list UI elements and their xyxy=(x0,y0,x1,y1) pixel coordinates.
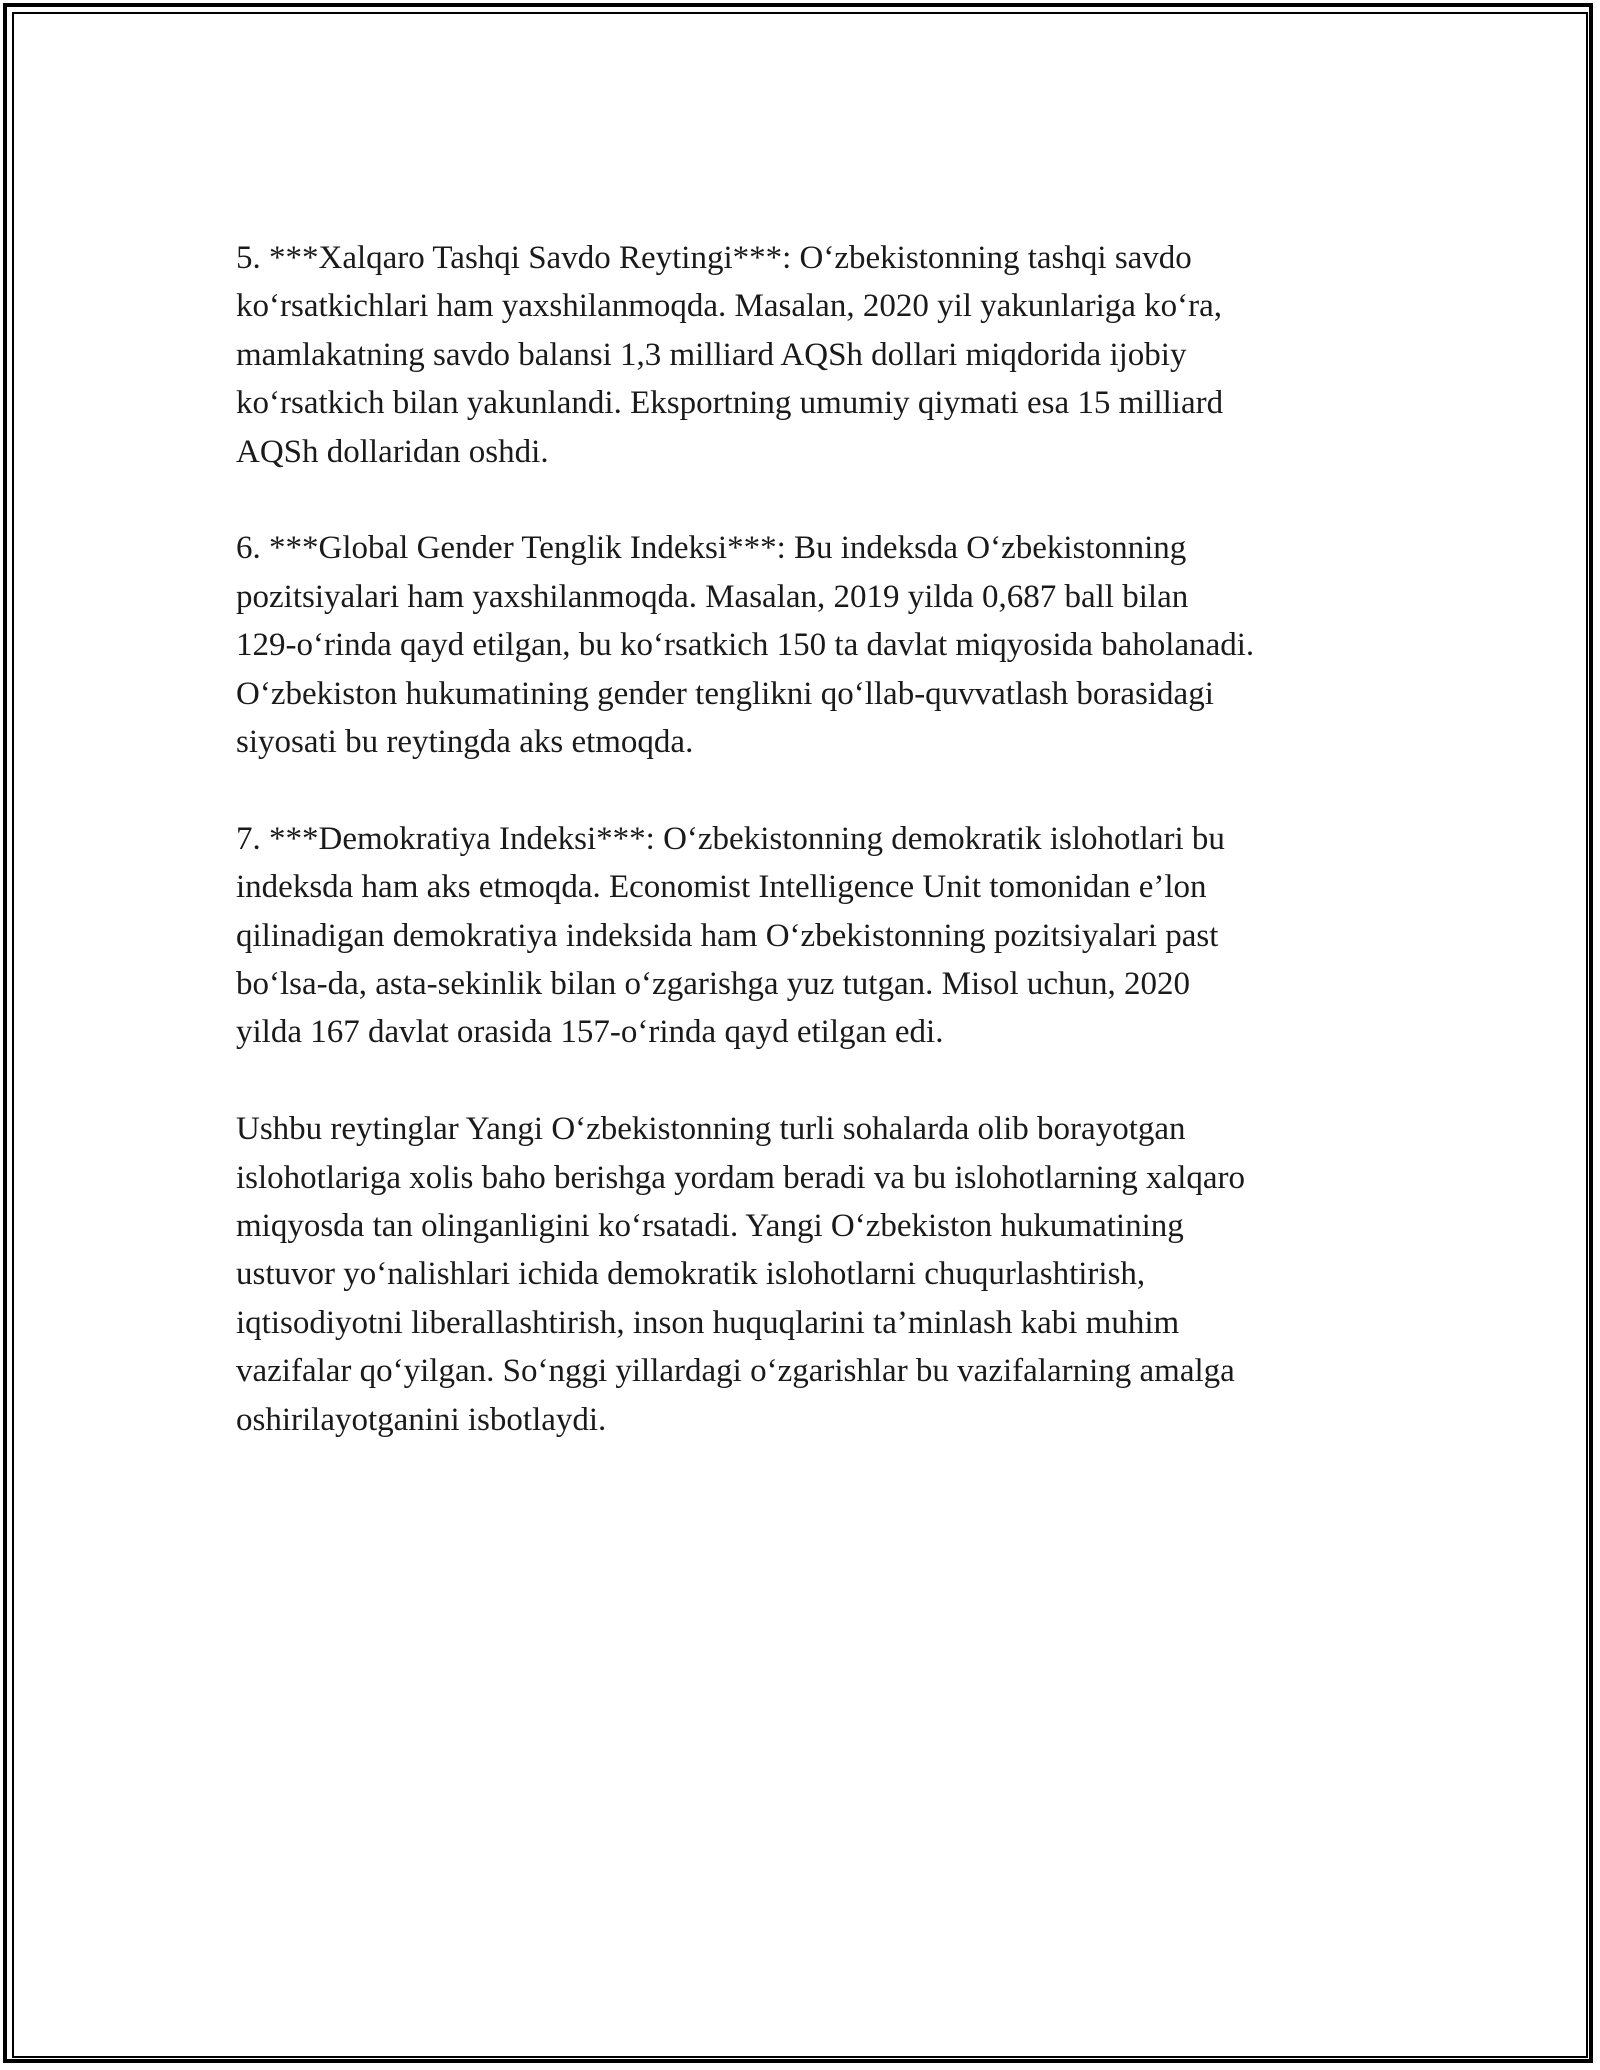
paragraph-conclusion: Ushbu reytinglar Yangi O‘zbekistonning turli sohalarda olib borayotgan islohotlariga xolis baho berishga yordam beradi va bu islohotlarning xalqaro miqyosda tan olinganligini ko‘rsatadi. Yangi O‘zbekiston hukumatining ustuvor yo‘nalishlari ichida demokratik islohotlarni chuqurlashtirish, iqtisodiyotni liberallashtirish, inson huquqlarini ta’minlash kabi muhim vazifalar qo‘yilgan. So‘nggi yillardagi o‘zgarishlar bu vazifalarning amalga oshirilayotganini isbotlaydi. xyxy=(236,1111,1246,1438)
paragraph-trade-rating: 5. ***Xalqaro Tashqi Savdo Reytingi***: O‘zbekistonning tashqi savdo ko‘rsatkichlari ham yaxshilanmoqda. Masalan, 2020 yil yakunlariga ko‘ra, mamlakatning savdo balansi 1,3 milliard AQSh dollari miqdorida ijobiy ko‘rsatkich bilan yakunlandi. Eksportning umumiy qiymati esa 15 milliard AQSh dollaridan oshdi. xyxy=(236,240,1224,470)
paragraph-democracy-index: 7. ***Demokratiya Indeksi***: O‘zbekistonning demokratik islohotlari bu indeksda ham aks etmoqda. Economist Intelligence Unit tomonidan e’lon qilinadigan demokratiya indeksida ham O‘zbekistonning pozitsiyalari past bo‘lsa-da, asta-sekinlik bilan o‘zgarishga yuz tutgan. Misol uchun, 2020 yilda 167 davlat orasida 157-o‘rinda qayd etilgan edi. xyxy=(236,820,1225,1051)
paragraph-gender-index: 6. ***Global Gender Tenglik Indeksi***: Bu indeksda O‘zbekistonning pozitsiyalari ham yaxshilanmoqda. Masalan, 2019 yilda 0,687 ball bilan 129-o‘rinda qayd etilgan, bu ko‘rsatkich 150 ta davlat miqyosida baholanadi. O‘zbekiston hukumatining gender tenglikni qo‘llab-quvvatlash borasidagi siyosati bu reytingda aks etmoqda. xyxy=(236,530,1255,761)
document-body xyxy=(236,234,1386,1493)
